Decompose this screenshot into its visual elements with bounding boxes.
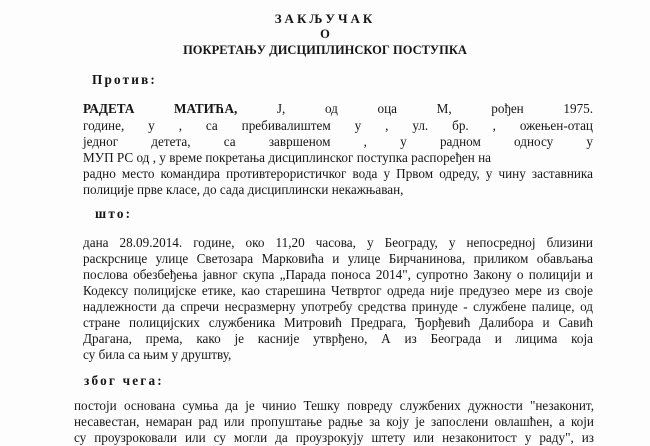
protiv-line-6: полиције прве класе, до сада дисциплински некажњаван, xyxy=(83,182,404,197)
text-fragment: једног детета, са завршеном xyxy=(83,134,331,149)
section-label-protiv: Против: xyxy=(92,72,158,87)
sto-line-6: стране полицијских службеника Митровић Предрага, Ђорђевић Далибора и Савић xyxy=(83,315,593,330)
zbog-line-2: несавестан, немаран рад или пропуштање радње за коју је запослени овлашћен, а који xyxy=(74,414,594,429)
text-fragment: 1975. xyxy=(563,101,594,116)
section-label-sto: што: xyxy=(95,206,133,221)
sto-line-3: послова обезбеђења јавног скупа „Парада поноса 2014", супротно Закону о полицији и xyxy=(83,267,593,282)
sto-line-4: Кодексу полицијске етике, као старешина Четвртог одреда није предузео мере из своје xyxy=(83,283,593,298)
text-fragment: године, у xyxy=(83,118,155,133)
text-fragment: МУП РС од xyxy=(83,150,150,165)
sto-line-1: дана 28.09.2014. године, око 11,20 часова, у Београду, у непосредној близини xyxy=(83,235,593,250)
zbog-line-3: су проузроковали или су могли да проузрокују штету или незаконитост у раду", из xyxy=(74,430,594,445)
protiv-line-3 xyxy=(83,133,593,150)
text-fragment: , у време покретања дисциплинског поступка распоређен на xyxy=(152,150,492,165)
document-title-conjunction: О xyxy=(320,27,330,41)
document-title: ЗАКЉУЧАК xyxy=(274,11,376,26)
zbog-line-1: постоји основана сумња да је чинио Тешку повреду службених дужности "незаконит, xyxy=(74,398,594,413)
section-label-zbog: због чега: xyxy=(84,373,164,388)
protiv-line-1 xyxy=(83,100,593,117)
sto-line-5: надлежности да спречи несразмерну употребу средства принуде - службене палице, од xyxy=(83,299,593,314)
sto-line-8: су била са њим у друштву, xyxy=(83,347,232,362)
text-fragment: , рођен xyxy=(448,101,524,116)
protiv-line-2 xyxy=(83,117,593,134)
accused-name: РАДЕТА МАТИЋА, xyxy=(83,101,238,116)
text-fragment: бр. xyxy=(452,118,469,133)
sto-line-7 xyxy=(83,330,593,347)
sto-line-2: раскрснице улице Светозара Марковића и улице Бирчанинова, приликом обављања xyxy=(83,251,593,266)
text-fragment: , са пребивалиштем у xyxy=(178,118,362,133)
text-fragment: , ожењен-отац xyxy=(492,118,593,133)
text-fragment: , ул. xyxy=(385,118,429,133)
text-fragment: Драгана, према, како је касније утврђено, А xyxy=(83,331,391,346)
document-subtitle: ПОКРЕТАЊУ ДИСЦИПЛИНСКОГ ПОСТУПКА xyxy=(183,43,467,57)
protiv-line-4 xyxy=(83,149,593,166)
text-fragment: , у радном односу у xyxy=(363,134,594,149)
text-fragment: М xyxy=(436,101,449,116)
text-fragment: Ј xyxy=(276,101,283,116)
protiv-line-5: радно место командира противтерористичког вода у Првом одреду, у чину заставника xyxy=(83,166,593,181)
text-fragment: из Београда и лицима која xyxy=(404,331,593,346)
text-fragment: , од оца xyxy=(282,101,397,116)
